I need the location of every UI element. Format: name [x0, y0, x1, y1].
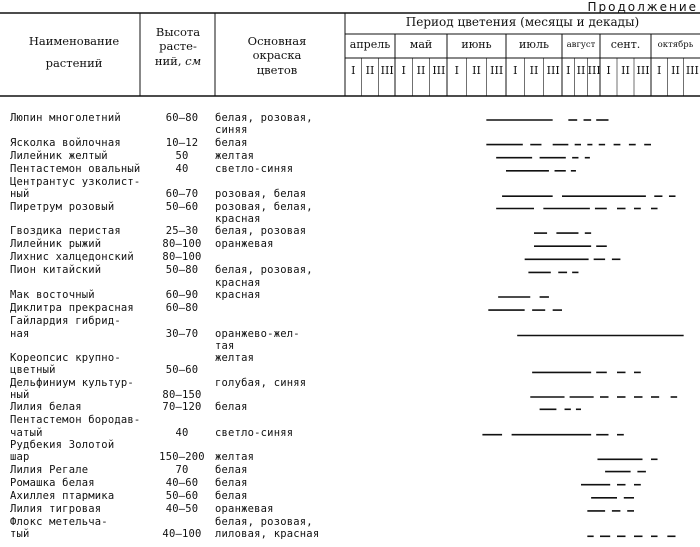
dekad-label: III [636, 64, 650, 77]
plant-name: Ромашка белая [10, 476, 95, 489]
flower-color: лиловая, красная [215, 528, 320, 541]
dekad-label: I [513, 64, 518, 77]
plant-height: 25—30 [165, 225, 199, 238]
dekad-label: II [472, 64, 481, 77]
dekad-label: II [416, 64, 426, 77]
plant-name: Пиретрум розовый [10, 200, 115, 213]
dekad-label: I [454, 64, 459, 77]
flower-color: светло-синяя [215, 162, 294, 175]
plant-name: ный [10, 188, 30, 201]
plant-name: цветный [10, 364, 56, 377]
plant-name: Ахиллея птармика [10, 489, 115, 502]
plant-height: 30—70 [165, 327, 199, 340]
plant-height: 60—80 [165, 302, 199, 315]
plant-name: тый [10, 528, 30, 541]
flower-color: желтая [215, 451, 255, 464]
flower-color: розовая, белая, [215, 200, 313, 213]
plant-height: 50—80 [165, 264, 199, 277]
header-name-line1: Наименование [28, 34, 120, 48]
plant-height: 150—200 [159, 451, 205, 464]
plant-height: 70—120 [162, 401, 202, 414]
dekad-label: I [351, 64, 356, 77]
plant-height: 60—70 [165, 188, 199, 201]
dekad-label: III [685, 64, 699, 77]
plant-name: Дельфиниум культур- [10, 376, 134, 389]
plant-name: Лилейник желтый [10, 149, 108, 162]
plant-name: Лилия Регале [10, 463, 89, 476]
plant-name: Пентастемон овальный [10, 162, 141, 175]
header-color-line1: Основная [247, 34, 307, 48]
header-height-line3: ний, см [154, 53, 202, 68]
header-height-line2: расте- [159, 39, 197, 54]
plant-name: Диклитра прекрасная [10, 302, 134, 315]
flower-color: белая [215, 463, 248, 476]
flower-color: оранжево-жел- [215, 327, 300, 340]
plant-name: Ясколка войлочная [10, 136, 121, 149]
plant-height: 40 [175, 426, 189, 439]
plant-name: Мак восточный [10, 289, 95, 301]
flower-color: белая, розовая, [215, 264, 313, 277]
header-height-line1: Высота [155, 25, 201, 39]
plant-height: 10—12 [165, 136, 199, 149]
flower-color: светло-синяя [215, 426, 294, 439]
plant-height: 50—60 [165, 364, 199, 377]
dekad-label: I [566, 64, 571, 77]
month-label: апрель [349, 38, 391, 51]
header-name-line2: растений [45, 56, 103, 71]
plant-name: Люпин многолетний [10, 112, 121, 124]
dekad-label: III [380, 64, 394, 77]
flower-color: белая [215, 489, 248, 502]
plant-height: 60—80 [165, 112, 199, 124]
plant-name: Лилия тигровая [10, 502, 102, 515]
plant-name: Центрантус узколист- [10, 175, 141, 188]
plant-name: Гайлардия гибрид- [10, 315, 121, 328]
month-label: август [566, 40, 596, 50]
flower-color: красная [215, 289, 261, 301]
flower-color: синяя [215, 124, 248, 137]
dekad-label: III [432, 64, 446, 77]
month-label: июль [519, 38, 549, 51]
dekad-label: III [490, 64, 504, 77]
plant-name: Лилейник рыжий [10, 238, 102, 251]
plant-name: Лилия белая [10, 401, 82, 414]
plant-name: шар [10, 451, 30, 464]
flower-color: белая, розовая, [215, 112, 313, 124]
plant-height: 70 [175, 463, 189, 476]
header-color-line2: окраска [252, 48, 302, 63]
flower-color: тая [215, 339, 235, 352]
plant-name: Лихнис халцедонский [10, 251, 134, 264]
flower-color: желтая [215, 149, 255, 162]
header-period: Период цветения (месяцы и декады) [405, 15, 640, 29]
dekad-label: II [576, 64, 586, 77]
dekad-label: II [671, 64, 680, 77]
flower-color: белая [215, 401, 248, 414]
plant-name: Флокс метельча- [10, 516, 108, 528]
plant-name: Гвоздика перистая [10, 225, 121, 238]
plant-name: Пентастемон бородав- [10, 414, 141, 427]
month-label: май [409, 38, 433, 51]
plant-height: 40—100 [162, 528, 202, 541]
flower-color: оранжевая [215, 238, 274, 251]
flower-color: белая [215, 136, 248, 149]
dekad-label: I [401, 64, 406, 77]
plant-height: 50 [175, 149, 189, 162]
flower-color: розовая, белая [215, 188, 307, 201]
dekad-label: II [365, 64, 375, 77]
plant-name: ная [10, 327, 30, 340]
dekad-label: II [529, 64, 539, 77]
plant-name: Кореопсис крупно- [10, 352, 121, 365]
month-label: октябрь [657, 40, 694, 50]
flower-color: красная [215, 276, 261, 289]
plant-height: 40—50 [165, 502, 199, 515]
flower-color: желтая [215, 352, 255, 365]
flower-color: белая, розовая, [215, 516, 313, 528]
continuation-label: Продолжение [587, 0, 698, 14]
month-label: сент. [610, 38, 641, 51]
dekad-label: III [546, 64, 560, 77]
plant-name: ный [10, 389, 30, 401]
dekad-label: III [587, 64, 601, 77]
flower-color: голубая, синяя [215, 376, 307, 389]
plant-name: Рудбекия Золотой [10, 439, 115, 451]
flower-color: белая, розовая [215, 225, 307, 238]
month-label: июнь [461, 38, 492, 51]
dekad-label: I [656, 64, 662, 77]
plant-height: 40 [175, 162, 189, 175]
plant-height: 80—100 [162, 251, 202, 264]
plant-height: 50—60 [165, 200, 199, 213]
flower-color: красная [215, 212, 261, 225]
flower-color: оранжевая [215, 502, 274, 515]
header-color-line3: цветов [256, 62, 298, 77]
plant-name: Пион китайский [10, 264, 102, 277]
dekad-label: I [606, 64, 611, 77]
plant-height: 80—100 [162, 238, 202, 251]
plant-height: 60—90 [165, 289, 199, 301]
plant-height: 80—150 [162, 389, 202, 401]
plant-height: 40—60 [165, 476, 199, 489]
plant-name: чатый [10, 426, 43, 439]
flower-color: белая [215, 476, 248, 489]
plant-height: 50—60 [165, 489, 199, 502]
dekad-label: II [621, 64, 630, 77]
header-height-unit: см [185, 53, 202, 68]
